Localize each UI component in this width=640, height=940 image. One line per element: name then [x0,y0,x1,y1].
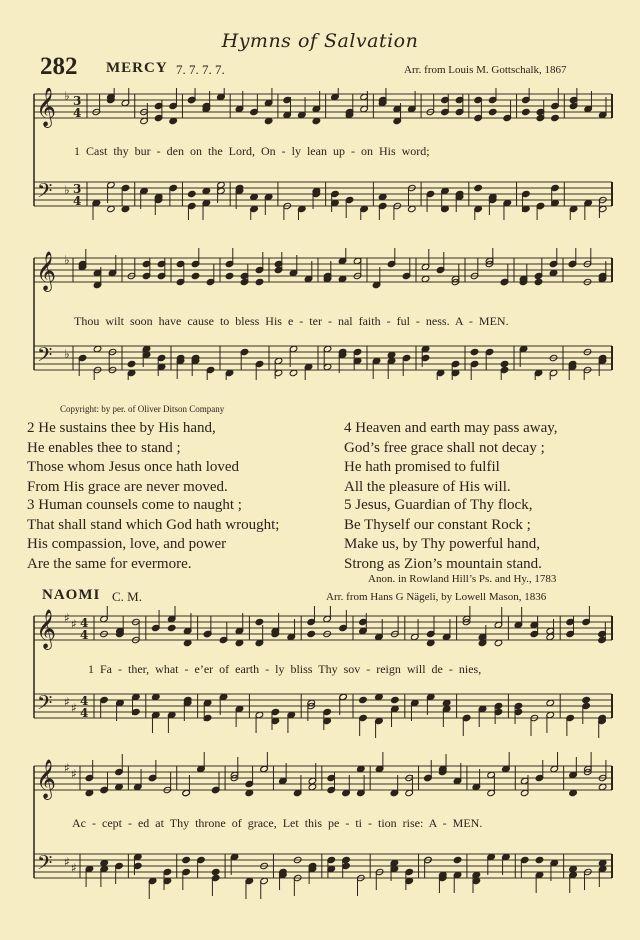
note-head [191,272,200,279]
bass-staff [34,693,612,738]
note-head [359,696,368,703]
time-signature-icon: 4 [80,616,89,630]
verse-line: God’s free grace shall not decay ; [344,439,545,456]
note-head [167,624,176,631]
copyright-note: Copyright: by per. of Oliver Ditson Company [60,404,225,414]
bass-clef-icon: 𝄢 [37,343,53,371]
note-head [535,856,544,863]
note-head [534,278,543,285]
verse-line: Are the same for evermore. [27,555,192,572]
bass-clef-icon: 𝄢 [37,179,53,207]
verse [27,496,279,574]
key-signature-icon: ♯ [64,611,70,625]
treble-staff [34,248,612,289]
note-head [255,618,264,625]
treble-clef-icon: 𝄞 [36,88,57,127]
author-credit: Anon. in Rowland Hill’s Ps. and Hy., 1783 [368,573,557,585]
bass-staff [34,345,612,380]
key-signature-icon: ♯ [71,767,77,781]
time-signature-icon: 3 [73,94,82,108]
key-signature-icon: ♯ [64,855,70,869]
tune-name: NAOMI [42,587,101,603]
note-head [470,348,479,355]
treble-staff [34,88,612,125]
verse-line: He enables thee to stand ; [27,439,181,456]
note-head [551,114,560,121]
verse-line: 4 Heaven and earth may pass away, [344,420,558,436]
time-signature-icon: 4 [80,628,89,642]
bass-staff [34,181,612,220]
verse-line: 2 He sustains thee by His hand, [27,420,216,436]
treble-clef-icon: 𝄞 [36,609,57,649]
key-signature-icon: ♭ [64,89,70,103]
time-signature-icon: 4 [73,194,82,208]
time-signature-icon: 3 [73,182,82,196]
verse-line: Strong as Zion’s mountain stand. [344,555,542,572]
treble-staff [34,606,612,647]
lyric-line: 1 Fa - ther, what - e’er of earth - ly bliss Thy sov - reign will de - nies, [88,662,482,676]
bass-clef-icon: 𝄢 [37,851,53,879]
verse-line: All the pleasure of His will. [344,478,511,495]
verse-line: 5 Jesus, Guardian of Thy flock, [344,497,533,513]
verse-line: He hath promised to fulfil [344,459,500,475]
verse-line: Be Thyself our constant Rock ; [344,516,531,533]
key-signature-icon: ♭ [64,347,70,361]
treble-clef-icon: 𝄞 [36,759,57,799]
note-head [582,696,591,703]
key-signature-icon: ♭ [64,183,70,197]
note-head [522,108,531,115]
time-signature-icon: 4 [80,706,89,720]
treble-staff [34,752,612,797]
key-signature-icon: ♯ [71,617,77,631]
key-signature-icon: ♯ [71,861,77,875]
note-head [453,856,462,863]
verse-line: 3 Human counsels come to naught ; [27,497,242,513]
verse-line: That shall stand which God hath wrought; [27,516,280,533]
key-signature-icon: ♯ [64,695,70,709]
verse [344,496,542,574]
verse [27,419,239,497]
note-head [187,190,196,197]
note-head [225,272,234,279]
note-head [391,696,400,703]
verse-line: Those whom Jesus once hath loved [27,459,240,475]
note-head [127,360,136,367]
treble-clef-icon: 𝄞 [36,251,57,291]
arranger-credit: Arr. from Hans G Nägeli, by Lowell Mason, 1836 [326,591,547,603]
meter: C. M. [112,589,142,604]
verse [344,419,558,497]
bass-clef-icon: 𝄢 [37,691,53,719]
note-head [474,184,483,191]
note-head [211,868,220,875]
note-head [255,278,264,285]
note-head [182,856,191,863]
key-signature-icon: ♯ [64,761,70,775]
page-header: Hymns of Salvation [221,30,419,52]
tune-name: MERCY [106,60,168,76]
time-signature-icon: 4 [80,694,89,708]
hymn-number: 282 [40,53,78,80]
note-head [307,630,316,637]
lyric-line: 1 Cast thy bur - den on the Lord, On - ly lean up - on His word; [74,144,430,158]
note-head [500,360,509,367]
bass-staff [34,853,612,899]
verse-line: From His grace are never moved. [27,478,228,495]
meter: 7. 7. 7. 7. [176,62,225,77]
key-signature-icon: ♭ [64,253,70,267]
key-signature-icon: ♯ [71,701,77,715]
verse-line: Make us, by Thy powerful hand, [344,536,540,552]
verse-line: His compassion, love, and power [27,536,227,552]
lyric-line: Thou wilt soon have cause to bless His e - ter - nal faith - ful - ness. A - MEN. [74,314,509,328]
time-signature-icon: 4 [73,106,82,120]
lyric-line: Ac - cept - ed at Thy throne of grace, Let this pe - ti - tion rise: A - MEN. [72,816,483,830]
note-head [488,108,497,115]
arranger-credit: Arr. from Louis M. Gottschalk, 1867 [404,64,567,76]
